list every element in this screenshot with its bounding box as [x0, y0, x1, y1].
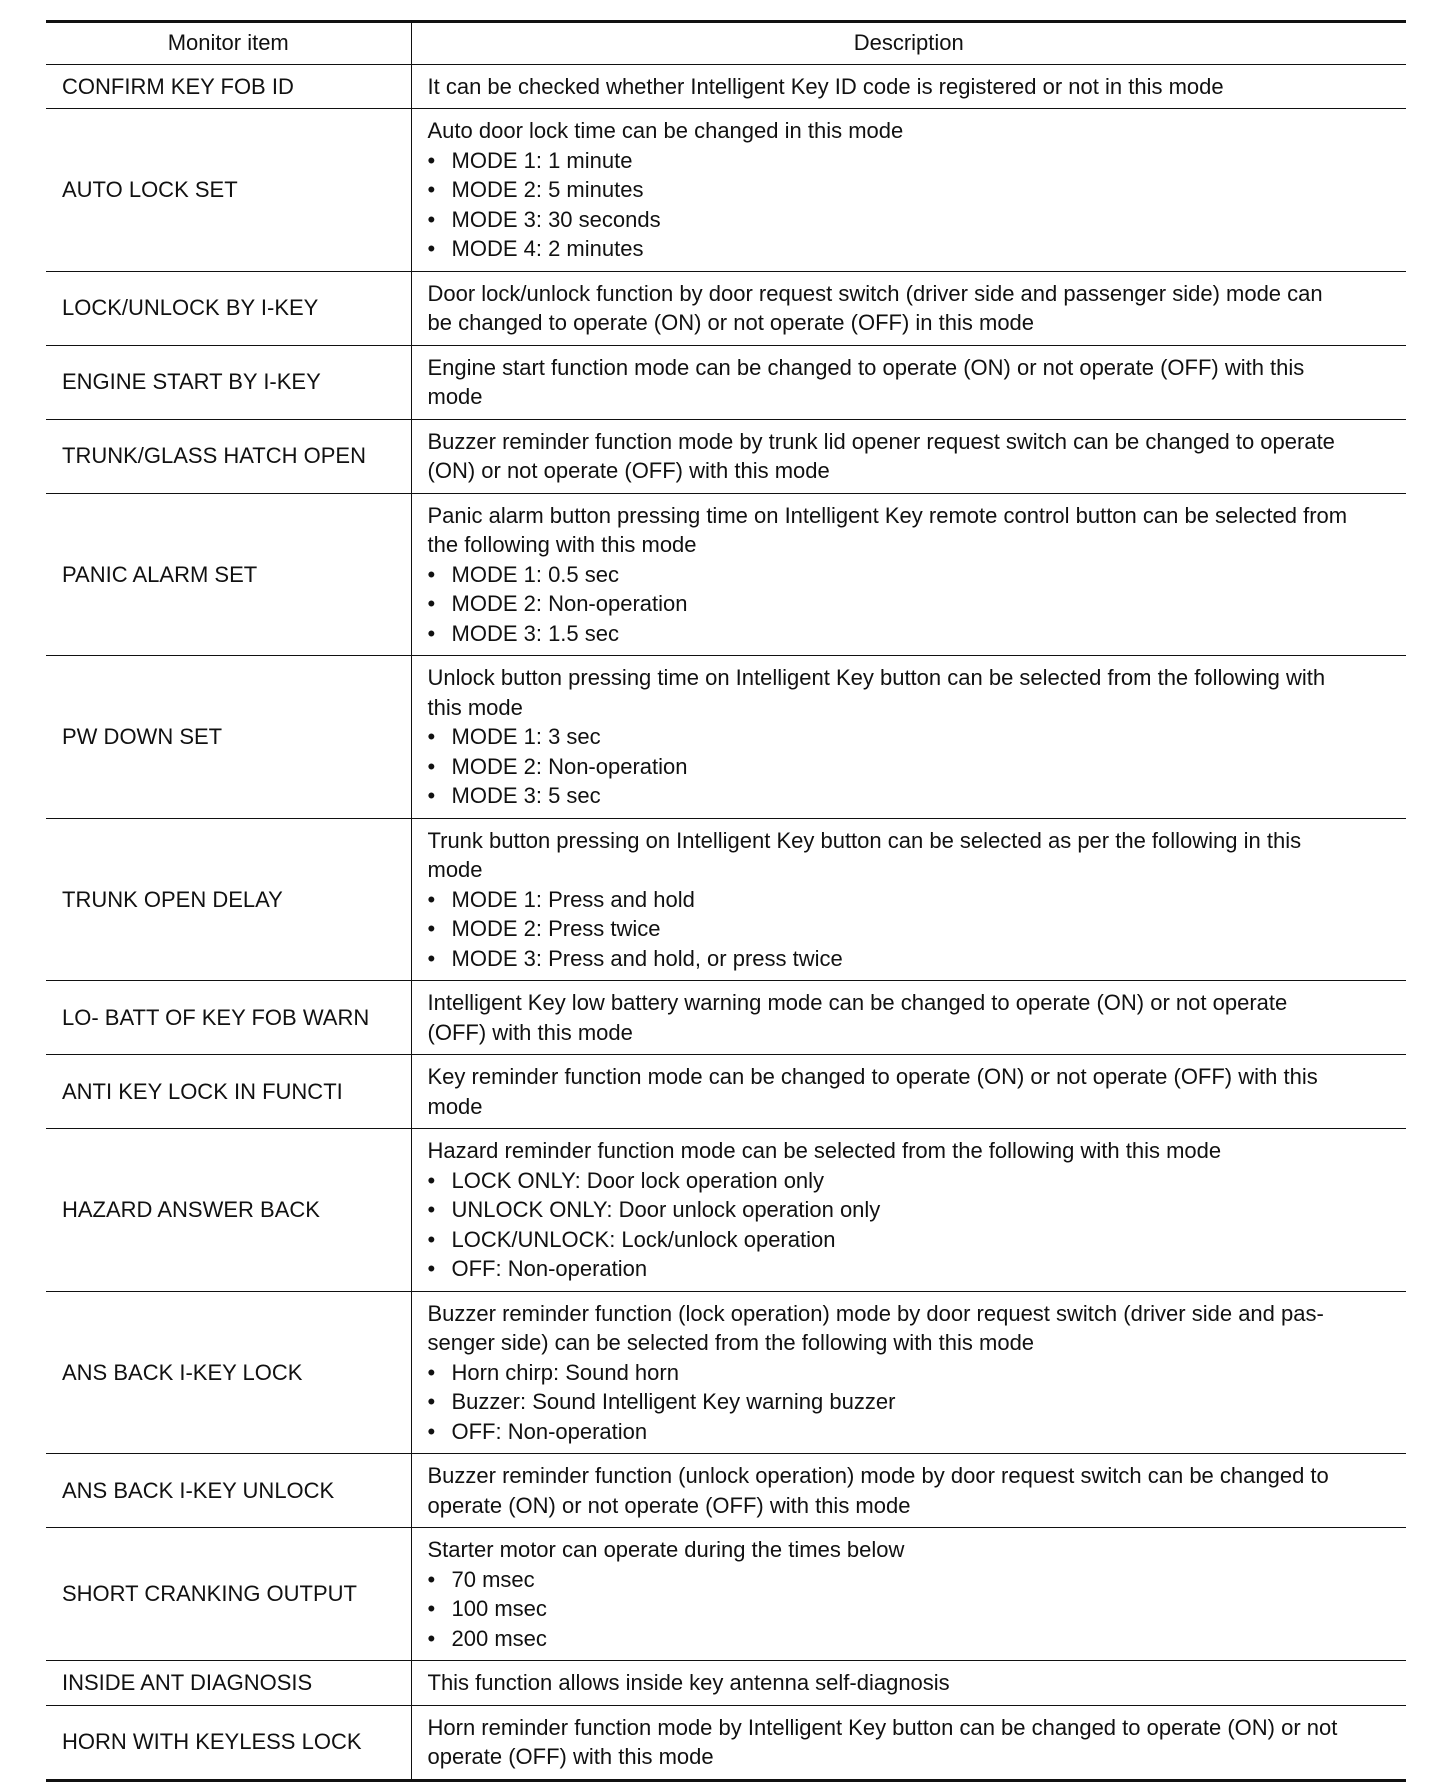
description-bullet-item — [428, 234, 1393, 264]
description-text-line: Horn reminder function mode by Intelligent Key button can be changed to operate (ON) or not — [427, 1714, 1338, 1740]
bullet-icon: • — [427, 1167, 436, 1193]
description-cell — [411, 109, 1406, 272]
description-text-line: Engine start function mode can be changed to operate (ON) or not operate (OFF) with this — [427, 354, 1305, 380]
bullet-icon: • — [427, 177, 436, 202]
monitor-item-cell: SHORT CRANKING OUTPUT — [46, 1528, 411, 1661]
monitor-item-cell: HAZARD ANSWER BACK — [46, 1129, 411, 1292]
bullet-text: MODE 2: Non-operation — [451, 591, 688, 616]
description-cell — [411, 981, 1406, 1055]
bullet-icon: • — [427, 1389, 436, 1414]
description-cell — [411, 1661, 1406, 1706]
header-monitor-item: Monitor item — [46, 22, 411, 65]
description-bullet-item — [428, 944, 1393, 974]
description-cell — [411, 1705, 1406, 1780]
description-bullet-item — [428, 1195, 1393, 1225]
description-text-line: the following with this mode — [427, 532, 697, 557]
table-row — [46, 109, 1406, 272]
monitor-item-cell: AUTO LOCK SET — [46, 109, 411, 272]
bullet-icon: • — [427, 945, 436, 971]
description-cell — [411, 345, 1406, 419]
description-text-line: senger side) can be selected from the following with this mode — [427, 1330, 1035, 1355]
description-text-line: Key reminder function mode can be changed to operate (ON) or not operate (OFF) with this — [427, 1064, 1318, 1089]
bullet-text: 70 msec — [451, 1566, 535, 1592]
bullet-text: MODE 1: 0.5 sec — [451, 561, 620, 587]
bullet-icon: • — [427, 1625, 436, 1651]
bullet-text: MODE 1: Press and hold — [451, 886, 695, 912]
bullet-icon: • — [427, 1256, 436, 1281]
description-bullet-item — [428, 560, 1393, 590]
table-row — [46, 656, 1406, 819]
description-text-line: Buzzer reminder function (unlock operation) mode by door request switch can be changed to — [427, 1463, 1329, 1488]
description-text-line: It can be checked whether Intelligent Key ID code is registered or not in this mode — [427, 73, 1224, 99]
description-text-line: Panic alarm button pressing time on Intelligent Key remote control button can be selected from — [427, 502, 1348, 528]
description-bullet-item — [428, 722, 1393, 752]
description-bullet-item — [428, 1166, 1393, 1196]
description-text-line: Buzzer reminder function mode by trunk lid opener request switch can be changed to operate — [427, 428, 1335, 454]
description-cell — [411, 656, 1406, 819]
description-text-line: Trunk button pressing on Intelligent Key button can be selected as per the following in this — [427, 827, 1302, 853]
description-text-line: operate (OFF) with this mode — [427, 1744, 714, 1769]
bullet-icon: • — [427, 206, 436, 232]
description-bullet-item — [428, 781, 1393, 811]
description-bullet-item — [428, 205, 1393, 235]
monitor-item-cell: ENGINE START BY I-KEY — [46, 345, 411, 419]
description-bullet-item — [428, 914, 1393, 944]
table-row — [46, 981, 1406, 1055]
monitor-item-cell: CONFIRM KEY FOB ID — [46, 64, 411, 109]
table-row — [46, 1661, 1406, 1706]
table-row — [46, 1454, 1406, 1528]
bullet-text: OFF: Non-operation — [451, 1256, 648, 1281]
bullet-icon: • — [427, 620, 436, 646]
description-bullet-item — [428, 589, 1393, 619]
description-text-line: operate (ON) or not operate (OFF) with this mode — [427, 1492, 911, 1518]
description-text-line: Unlock button pressing time on Intelligent Key button can be selected from the following with — [427, 665, 1326, 690]
table-row — [46, 1055, 1406, 1129]
bullet-text: LOCK ONLY: Door lock operation only — [451, 1167, 825, 1193]
bullet-text: LOCK/UNLOCK: Lock/unlock operation — [451, 1226, 836, 1252]
bullet-text: Horn chirp: Sound horn — [451, 1359, 679, 1385]
monitor-table-container — [46, 20, 1406, 1782]
bullet-text: Buzzer: Sound Intelligent Key warning buzzer — [451, 1389, 896, 1414]
description-cell — [411, 1129, 1406, 1292]
description-cell — [411, 1055, 1406, 1129]
table-row — [46, 64, 1406, 109]
bullet-icon: • — [427, 724, 436, 749]
description-bullet-item — [428, 1624, 1393, 1654]
table-row — [46, 493, 1406, 656]
description-text-line: be changed to operate (ON) or not operate (OFF) in this mode — [427, 310, 1035, 335]
monitor-item-cell: INSIDE ANT DIAGNOSIS — [46, 1661, 411, 1706]
description-cell — [411, 1528, 1406, 1661]
monitor-item-cell: ANTI KEY LOCK IN FUNCTI — [46, 1055, 411, 1129]
bullet-text: OFF: Non-operation — [451, 1418, 648, 1444]
table-row — [46, 1528, 1406, 1661]
bullet-text: MODE 1: 3 sec — [451, 724, 601, 749]
description-text-line: Buzzer reminder function (lock operation) mode by door request switch (driver side and pas- — [427, 1300, 1324, 1326]
description-cell — [411, 1454, 1406, 1528]
bullet-text: MODE 3: 1.5 sec — [451, 620, 620, 646]
description-cell — [411, 493, 1406, 656]
description-bullet-item — [428, 175, 1393, 205]
table-row — [46, 1291, 1406, 1454]
table-row — [46, 818, 1406, 981]
description-text-line: Intelligent Key low battery warning mode can be changed to operate (ON) or not operate — [427, 990, 1288, 1015]
description-text-line: Door lock/unlock function by door request switch (driver side and passenger side) mode can — [427, 280, 1323, 306]
table-row — [46, 345, 1406, 419]
description-bullet-item — [428, 1254, 1393, 1284]
description-bullet-item — [428, 619, 1393, 649]
table-body — [46, 64, 1406, 1780]
bullet-icon: • — [427, 1359, 436, 1385]
header-description: Description — [411, 22, 1406, 65]
bullet-icon: • — [427, 1226, 436, 1252]
bullet-text: MODE 1: 1 minute — [451, 147, 633, 173]
description-text-line: this mode — [427, 694, 523, 720]
bullet-icon: • — [427, 753, 436, 779]
description-cell — [411, 1291, 1406, 1454]
monitor-item-cell: ANS BACK I-KEY LOCK — [46, 1291, 411, 1454]
table-row — [46, 1129, 1406, 1292]
bullet-text: 100 msec — [451, 1596, 547, 1621]
monitor-item-cell: ANS BACK I-KEY UNLOCK — [46, 1454, 411, 1528]
description-bullet-item — [428, 1417, 1393, 1447]
monitor-item-cell: HORN WITH KEYLESS LOCK — [46, 1705, 411, 1780]
description-bullet-item — [428, 885, 1393, 915]
monitor-item-cell: LO- BATT OF KEY FOB WARN — [46, 981, 411, 1055]
description-bullet-item — [428, 1358, 1393, 1388]
monitor-item-cell: PW DOWN SET — [46, 656, 411, 819]
table-header-row — [46, 22, 1406, 65]
monitor-item-table — [46, 20, 1406, 1782]
description-bullet-item — [428, 1594, 1393, 1624]
table-row — [46, 1705, 1406, 1780]
description-bullet-item — [428, 1565, 1393, 1595]
bullet-text: UNLOCK ONLY: Door unlock operation only — [451, 1197, 881, 1222]
bullet-icon: • — [427, 916, 436, 941]
bullet-text: MODE 2: Press twice — [451, 916, 661, 941]
description-bullet-item — [428, 1387, 1393, 1417]
description-text-line: mode — [427, 857, 483, 882]
bullet-text: MODE 2: Non-operation — [451, 753, 688, 779]
bullet-icon: • — [427, 561, 436, 587]
bullet-icon: • — [427, 1197, 436, 1222]
bullet-icon: • — [427, 591, 436, 616]
description-cell — [411, 271, 1406, 345]
description-cell — [411, 419, 1406, 493]
description-text-line: Hazard reminder function mode can be selected from the following with this mode — [427, 1138, 1222, 1163]
monitor-item-cell: LOCK/UNLOCK BY I-KEY — [46, 271, 411, 345]
bullet-text: MODE 3: Press and hold, or press twice — [451, 945, 843, 971]
monitor-item-cell: PANIC ALARM SET — [46, 493, 411, 656]
bullet-icon: • — [427, 147, 436, 173]
bullet-icon: • — [427, 1566, 436, 1592]
description-cell — [411, 818, 1406, 981]
description-text-line: (ON) or not operate (OFF) with this mode — [427, 458, 830, 483]
bullet-icon: • — [427, 783, 436, 808]
bullet-text: MODE 3: 5 sec — [451, 783, 601, 808]
description-cell — [411, 64, 1406, 109]
bullet-text: MODE 2: 5 minutes — [451, 177, 644, 202]
bullet-text: 200 msec — [451, 1625, 547, 1651]
bullet-icon: • — [427, 236, 436, 261]
table-row — [46, 419, 1406, 493]
bullet-icon: • — [427, 1418, 436, 1444]
bullet-icon: • — [427, 1596, 436, 1621]
description-text-line: (OFF) with this mode — [427, 1019, 633, 1045]
description-bullet-item — [428, 1225, 1393, 1255]
monitor-item-cell: TRUNK/GLASS HATCH OPEN — [46, 419, 411, 493]
monitor-item-cell: TRUNK OPEN DELAY — [46, 818, 411, 981]
table-row — [46, 271, 1406, 345]
description-text-line: This function allows inside key antenna self-diagnosis — [427, 1670, 950, 1695]
description-text-line: mode — [427, 384, 483, 409]
description-text-line: mode — [427, 1093, 483, 1119]
bullet-text: MODE 3: 30 seconds — [451, 206, 661, 232]
description-text-line: Auto door lock time can be changed in this mode — [427, 118, 904, 143]
description-bullet-item — [428, 752, 1393, 782]
bullet-text: MODE 4: 2 minutes — [451, 236, 644, 261]
bullet-icon: • — [427, 886, 436, 912]
description-bullet-item — [428, 146, 1393, 176]
description-text-line: Starter motor can operate during the times below — [427, 1537, 905, 1562]
